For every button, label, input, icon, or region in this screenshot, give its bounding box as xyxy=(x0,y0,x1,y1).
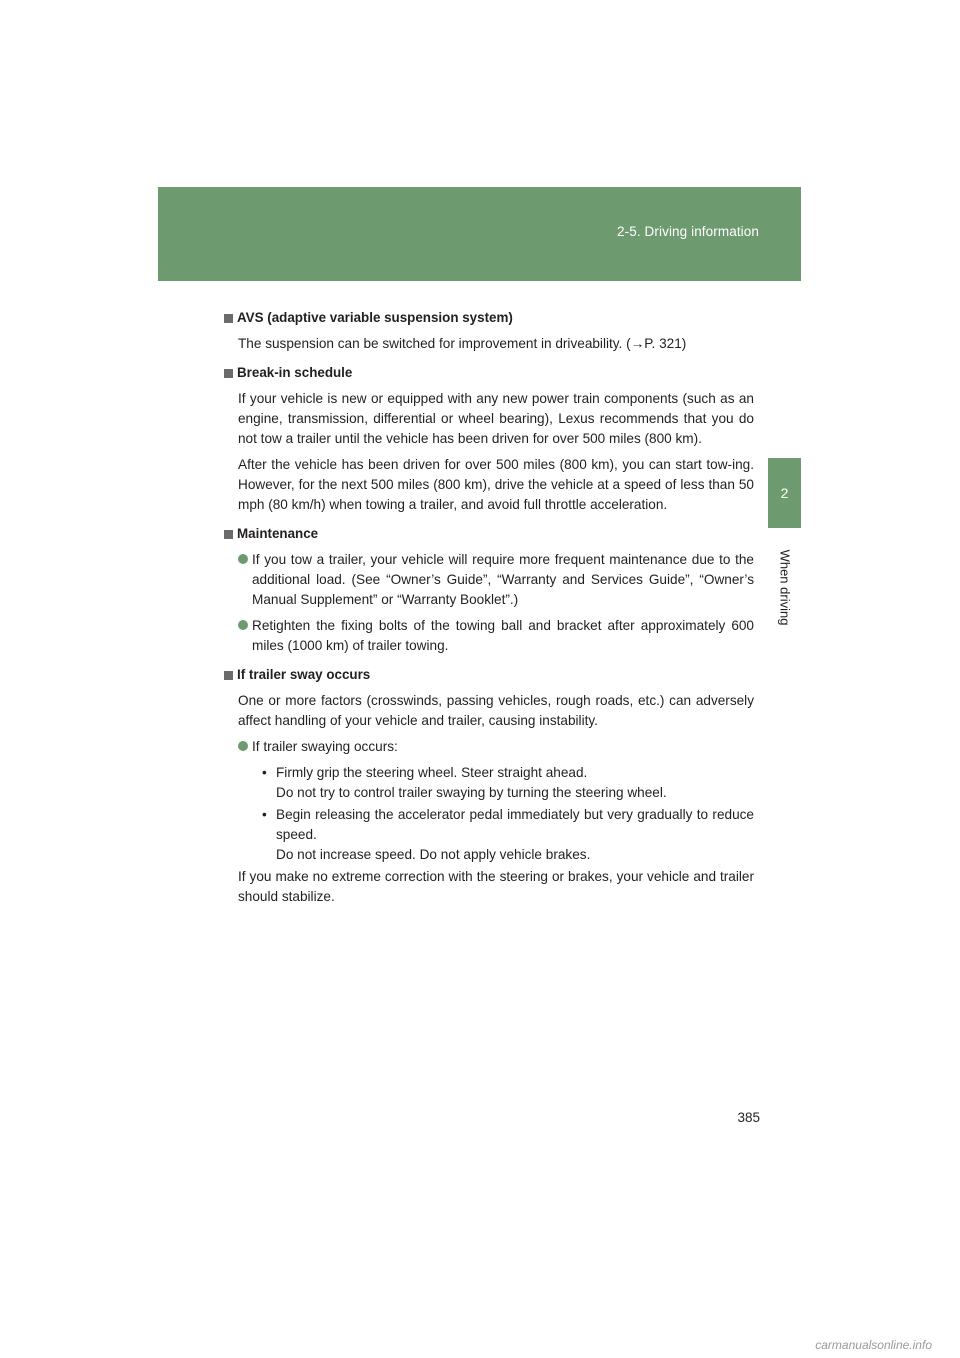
chapter-tab-number: 2 xyxy=(780,485,789,501)
heading-square-icon xyxy=(224,369,233,378)
section-heading-text: Maintenance xyxy=(237,526,319,541)
bullet-dot-icon xyxy=(238,554,248,564)
list-item xyxy=(238,616,754,656)
sub-item-note: Do not increase speed. Do not apply vehicle brakes. xyxy=(276,847,591,862)
section-paragraph: The suspension can be switched for improvement in driveability. (→P. 321) xyxy=(238,336,687,351)
chapter-title: 2-5. Driving information xyxy=(617,224,759,239)
section-break-in xyxy=(224,363,754,515)
list-item-text: Retighten the fixing bolts of the towing ball and bracket after approximately 600 miles (1000 km) of trailer towing. xyxy=(252,618,754,653)
section-paragraph: If your vehicle is new or equipped with any new power train components (such as an engine, transmission, differential or wheel bearing), Lexus recommends that you do not tow a trailer until the vehicle has been driven for over 500 miles (800 km). xyxy=(238,391,754,446)
chapter-side-label: When driving xyxy=(777,549,793,626)
section-heading xyxy=(224,363,754,383)
sub-bullet-icon: • xyxy=(262,807,267,822)
list-item xyxy=(238,737,754,757)
heading-square-icon xyxy=(224,314,233,323)
watermark-text: carmanualsonline.info xyxy=(815,1338,932,1352)
section-paragraph: After the vehicle has been driven for over 500 miles (800 km), you can start tow-ing. However, for the next 500 miles (800 km), drive the vehicle at a speed of less than 50 mph (80 km/h) when towing a trailer, and avoid full throttle acceleration. xyxy=(238,457,754,512)
section-heading xyxy=(224,308,754,328)
list-item-text: If you tow a trailer, your vehicle will require more frequent maintenance due to the additional load. (See “Owner’s Guide”, “Warranty and Services Guide”, “Owner’s Manual Supplement” or “Warranty Booklet”.) xyxy=(252,552,754,607)
page-number: 385 xyxy=(737,1110,760,1125)
sub-list-item xyxy=(262,763,754,803)
sub-item-text: Firmly grip the steering wheel. Steer straight ahead. xyxy=(276,765,588,780)
section-heading-text: If trailer sway occurs xyxy=(237,667,371,682)
heading-square-icon xyxy=(224,671,233,680)
sub-item-note: Do not try to control trailer swaying by turning the steering wheel. xyxy=(276,785,667,800)
section-maintenance xyxy=(224,524,754,656)
bullet-dot-icon xyxy=(238,620,248,630)
page-content xyxy=(224,308,754,916)
chapter-header-bar xyxy=(158,187,801,281)
list-item xyxy=(238,550,754,610)
bullet-dot-icon xyxy=(238,741,248,751)
section-heading xyxy=(224,524,754,544)
section-trailer-sway xyxy=(224,665,754,907)
sub-item-text: Begin releasing the accelerator pedal immediately but very gradually to reduce speed. xyxy=(276,807,754,842)
chapter-tab xyxy=(768,458,801,528)
list-item-text: If trailer swaying occurs: xyxy=(252,739,398,754)
section-paragraph: If you make no extreme correction with the steering or brakes, your vehicle and trailer should stabilize. xyxy=(238,869,754,904)
section-heading-text: Break-in schedule xyxy=(237,365,353,380)
heading-square-icon xyxy=(224,530,233,539)
sub-bullet-icon: • xyxy=(262,765,267,780)
section-avs xyxy=(224,308,754,354)
section-heading xyxy=(224,665,754,685)
sub-list-item xyxy=(262,805,754,865)
section-heading-text: AVS (adaptive variable suspension system) xyxy=(237,310,513,325)
section-paragraph: One or more factors (crosswinds, passing vehicles, rough roads, etc.) can adversely affect handling of your vehicle and trailer, causing instability. xyxy=(238,693,754,728)
